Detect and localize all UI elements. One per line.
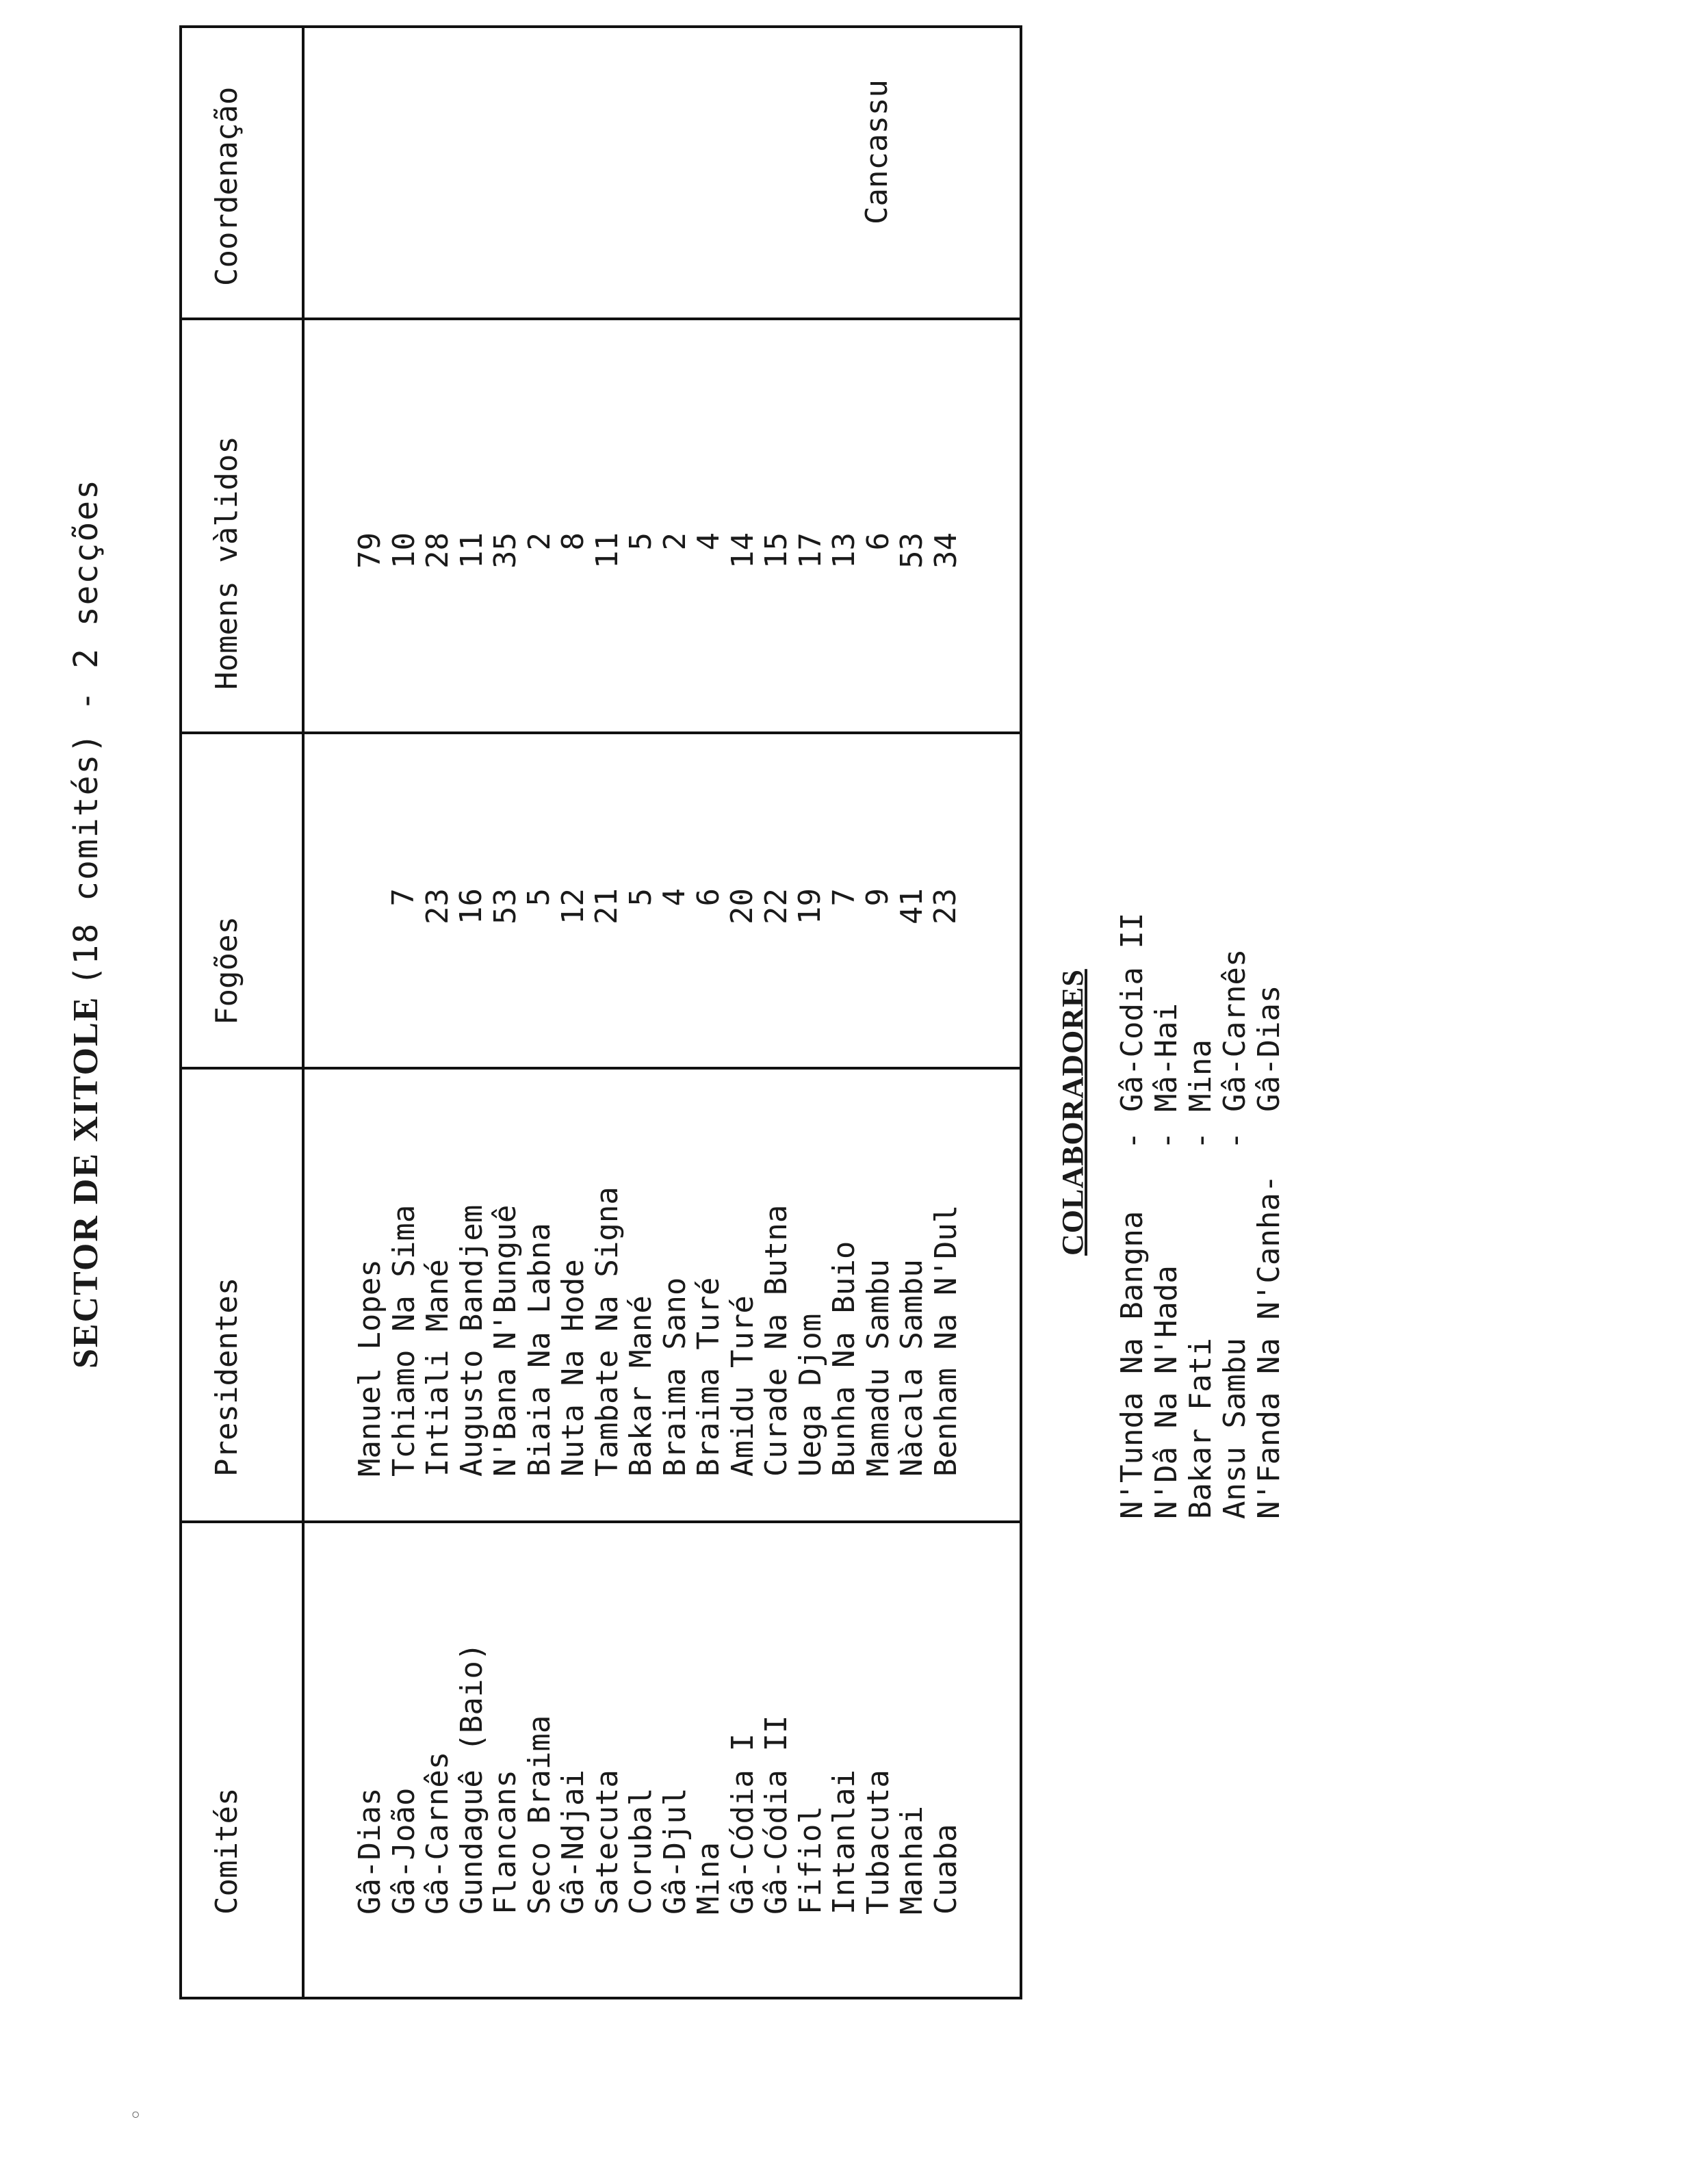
comite-cell: Cuaba — [928, 1824, 963, 1915]
colaborador-place: Gâ-Dias — [1252, 985, 1286, 1112]
header-fogoes: Fogões — [209, 916, 244, 1025]
colaborador-place: Gâ-Codia II — [1115, 912, 1150, 1112]
document-title — [66, 478, 106, 1369]
presidentes-column — [353, 1187, 963, 1477]
comite-cell: Gâ-Ndjai — [556, 1770, 591, 1915]
column-divider — [182, 1520, 1020, 1523]
presidente-cell: Nàcala Sambu — [894, 1259, 929, 1477]
colaborador-item — [1252, 913, 1286, 1519]
homens-cell: 28 — [420, 532, 455, 569]
homens-cell: 14 — [725, 532, 760, 569]
margin-mark: ◦ — [123, 2108, 149, 2121]
colaborador-dash: - — [1115, 1131, 1150, 1150]
colaborador-name: N'Tunda Na Bangna — [1115, 1210, 1150, 1519]
presidente-cell: Manuel Lopes — [352, 1259, 387, 1477]
homens-cell: 34 — [928, 532, 963, 569]
comite-cell: Gâ-João — [386, 1787, 422, 1915]
comites-table — [179, 25, 1022, 1999]
colaborador-name: Ansu Sambu — [1217, 1338, 1252, 1519]
homens-cell: 11 — [454, 532, 489, 569]
presidente-cell: Bunha Na Buio — [827, 1241, 862, 1477]
header-coordenacao: Coordenação — [209, 86, 244, 286]
presidente-cell: Nuta Na Hode — [556, 1259, 591, 1477]
homens-cell: 10 — [386, 532, 422, 569]
comite-cell: Gâ-Códia II — [759, 1715, 794, 1915]
header-comites: Comités — [209, 1787, 244, 1915]
comite-cell: Gundaguê (Baio) — [454, 1642, 489, 1915]
fogoes-cell: 21 — [589, 888, 624, 924]
comite-cell: Satecuta — [589, 1770, 625, 1915]
homens-cell: 17 — [792, 532, 828, 569]
homens-cell: 2 — [657, 532, 693, 551]
colaboradores-list — [1115, 913, 1286, 1519]
fogoes-cell: 41 — [894, 888, 929, 924]
colaborador-place: Mâ-Hai — [1149, 1003, 1184, 1112]
presidente-cell: Uega Djom — [792, 1313, 828, 1477]
presidente-cell: Bakar Mané — [623, 1295, 658, 1477]
fogoes-cell: 7 — [386, 888, 421, 907]
homens-cell: 4 — [691, 532, 726, 551]
fogoes-cell: 12 — [555, 888, 591, 924]
presidente-cell: Tchiamo Na Sima — [386, 1204, 422, 1477]
presidente-cell: Intiali Mané — [420, 1259, 455, 1477]
colaborador-item — [1218, 913, 1252, 1519]
colaborador-name: N'Dâ Na N'Hada — [1149, 1265, 1184, 1519]
colaborador-dash: - — [1217, 1131, 1252, 1150]
colaborador-name: Bakar Fati — [1183, 1338, 1218, 1519]
colaborador-name: N'Fanda Na N'Canha- — [1252, 1174, 1286, 1519]
fogoes-cell: 19 — [792, 888, 827, 924]
fogoes-column — [387, 888, 963, 943]
comite-cell: Corubal — [623, 1787, 658, 1915]
presidente-cell: Braima Sano — [657, 1277, 693, 1477]
comite-cell: Intanlai — [827, 1770, 862, 1915]
presidente-cell: Mamadu Sambu — [860, 1259, 896, 1477]
presidente-cell: Tambate Na Signa — [589, 1187, 625, 1477]
fogoes-cell: 22 — [758, 888, 794, 924]
comite-cell: Gâ-Dias — [352, 1787, 387, 1915]
header-homens-validos: Homens vàlidos — [209, 436, 244, 690]
homens-cell: 11 — [589, 532, 625, 569]
homens-column — [353, 532, 963, 587]
presidente-cell: Amidu Turé — [725, 1295, 760, 1477]
colaborador-item — [1184, 913, 1218, 1519]
presidente-cell: Biaia Na Labna — [521, 1223, 557, 1477]
presidente-cell: Benham Na N'Dul — [928, 1204, 963, 1477]
presidente-cell: Curade Na Butna — [759, 1204, 794, 1477]
comite-cell: Mina — [691, 1842, 726, 1915]
comite-cell: Flancans — [488, 1770, 523, 1915]
title-main: SECTOR DE XITOLE — [66, 996, 105, 1369]
fogoes-cell: 6 — [690, 888, 726, 907]
colaborador-item — [1115, 913, 1150, 1519]
presidente-cell: Augusto Bandjem — [454, 1204, 489, 1477]
header-presidentes: Presidentes — [209, 1277, 244, 1477]
title-sub: (18 comités) - 2 secções — [67, 478, 105, 986]
coordenacao-value: Cancassu — [859, 79, 894, 224]
header-rule — [302, 28, 305, 1997]
colaborador-dash: - — [1149, 1131, 1184, 1150]
fogoes-cell: 16 — [454, 888, 489, 924]
fogoes-cell: 20 — [725, 888, 760, 924]
fogoes-cell: 53 — [487, 888, 523, 924]
fogoes-cell: 5 — [521, 888, 556, 907]
comite-cell: Tubacuta — [860, 1770, 896, 1915]
fogoes-cell: 5 — [623, 888, 658, 907]
homens-cell: 5 — [623, 532, 658, 551]
colaboradores-title: COLABORADORES — [1056, 969, 1089, 1256]
comite-cell: Gâ-Carnês — [420, 1751, 455, 1915]
column-divider — [182, 318, 1020, 320]
column-divider — [182, 731, 1020, 734]
homens-cell: 35 — [488, 532, 523, 569]
homens-cell: 53 — [894, 532, 929, 569]
homens-cell: 2 — [521, 532, 557, 551]
homens-cell: 15 — [759, 532, 794, 569]
comites-column — [353, 1643, 963, 1915]
fogoes-cell: 23 — [928, 888, 963, 924]
colaborador-place: Mina — [1183, 1039, 1218, 1112]
homens-cell: 79 — [352, 532, 387, 569]
homens-cell: 8 — [556, 532, 591, 551]
fogoes-cell: 23 — [419, 888, 455, 924]
homens-cell: 13 — [827, 532, 862, 569]
homens-cell: 6 — [860, 532, 896, 551]
comite-cell: Gâ-Códia I — [725, 1733, 760, 1915]
comite-cell: Gâ-Djul — [657, 1787, 693, 1915]
colaborador-item — [1150, 913, 1184, 1519]
presidente-cell: N'Bana N'Bunguê — [488, 1204, 523, 1477]
fogoes-cell: 7 — [826, 888, 862, 907]
fogoes-cell: 4 — [657, 888, 692, 907]
column-divider — [182, 1067, 1020, 1070]
comite-cell: Manhai — [894, 1806, 929, 1915]
comite-cell: Seco Braima — [521, 1715, 557, 1915]
fogoes-cell: 9 — [860, 888, 895, 907]
comite-cell: Fifiol — [792, 1806, 828, 1915]
colaborador-place: Gâ-Carnês — [1217, 948, 1252, 1112]
presidente-cell: Braima Turé — [691, 1277, 726, 1477]
colaborador-dash: - — [1183, 1131, 1218, 1150]
